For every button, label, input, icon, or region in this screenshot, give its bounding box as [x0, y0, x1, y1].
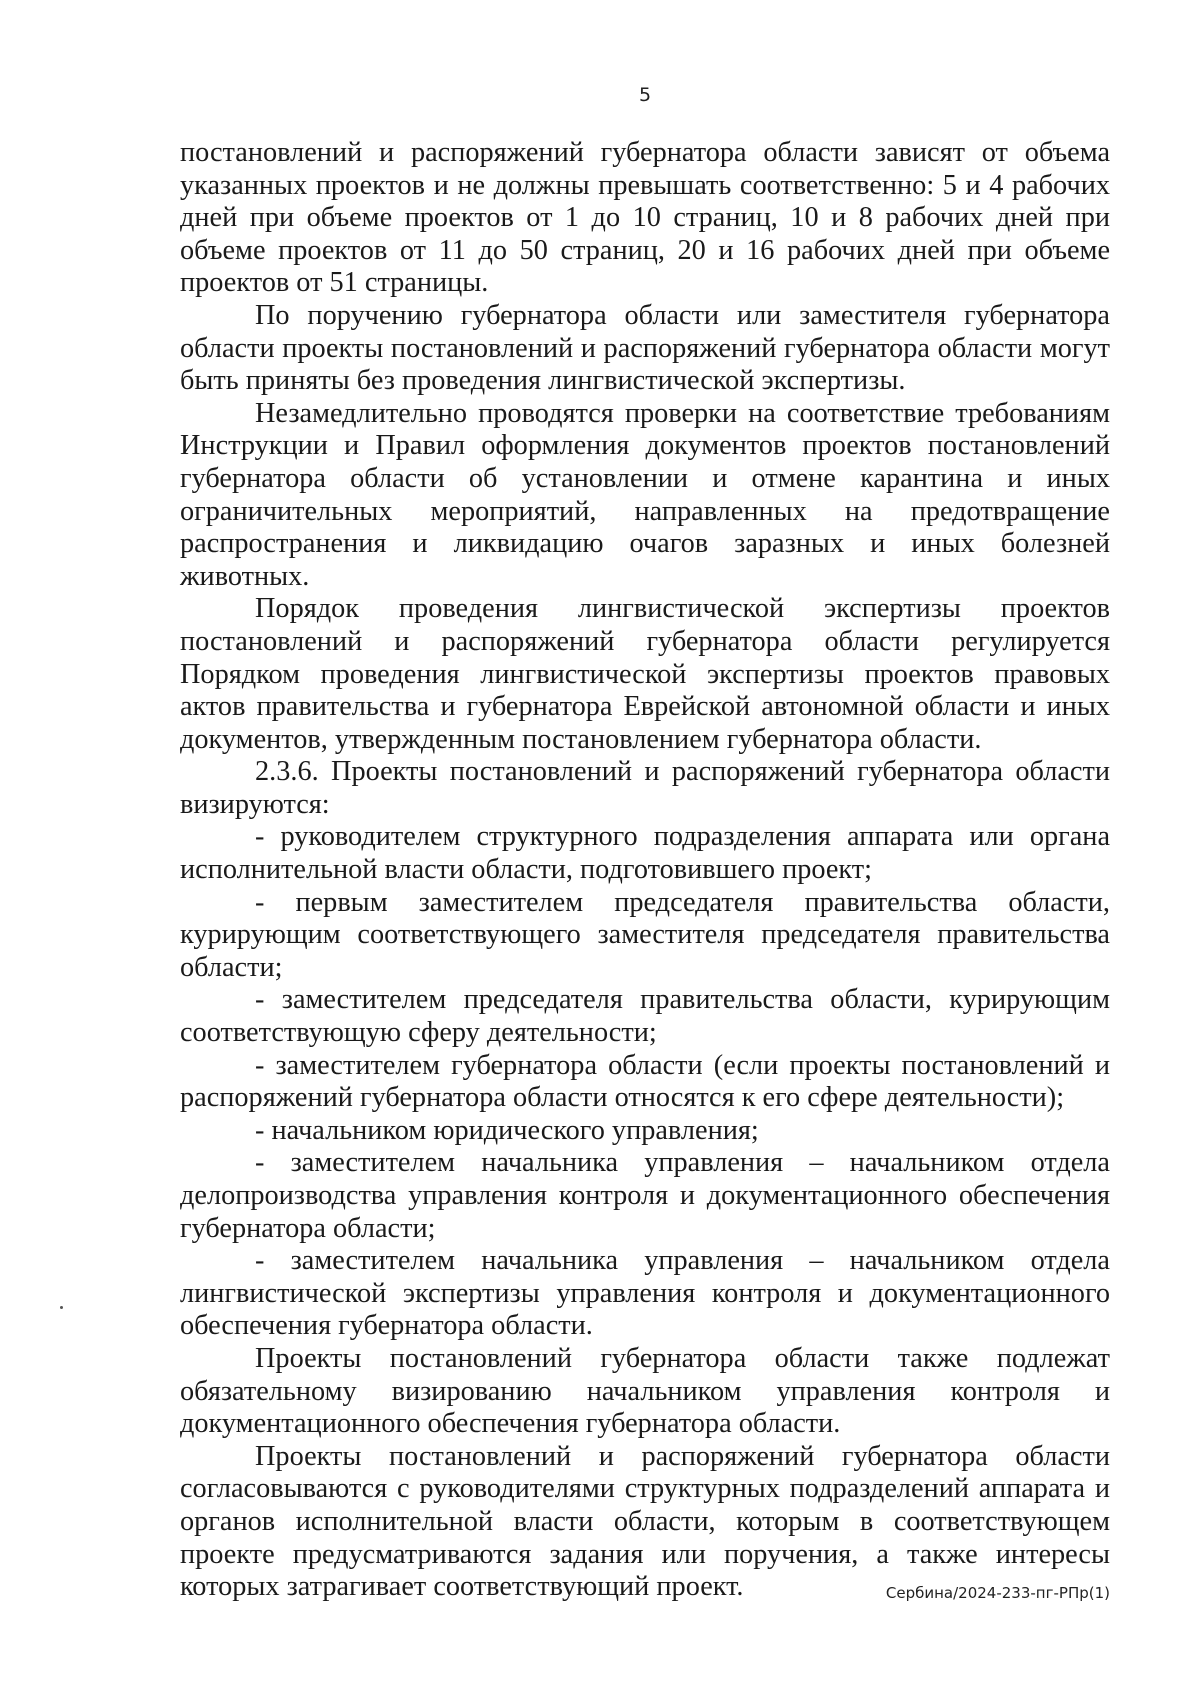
scan-speck — [60, 1306, 63, 1309]
list-item: - заместителем губернатора области (если проекты постановлений и распоряжений губернатора области относятся к его сфере деятельности); — [180, 1049, 1110, 1114]
list-item: - начальником юридического управления; — [255, 1114, 759, 1146]
paragraph-continuation: постановлений и распоряжений губернатора области зависят от объема указанных проектов и не должны превышать соответственно: 5 и 4 рабочих дней при объеме проектов от 1 до 10 страниц, 10 и 8 рабочих дней при объеме проектов от 11 до 50 страниц, 20 и 16 рабочих дней при объеме проектов от 51 страницы. — [180, 137, 1110, 299]
paragraph: Незамедлительно проводятся проверки на соответствие требованиям Инструкции и Правил оформления документов проектов постановлений губернатора области об установлении и отмене карантина и иных ограничительных мероприятий, направленных на предотвращение распространения и ликвидацию очагов заразных и иных болезней животных. — [180, 397, 1110, 592]
paragraph: Проекты постановлений губернатора области также подлежат обязательному визированию начальником управления контроля и документационного обеспечения губернатора области. — [180, 1342, 1110, 1440]
paragraph: По поручению губернатора области или заместителя губернатора области проекты постановлений и распоряжений губернатора области могут быть приняты без проведения лингвистической экспертизы. — [180, 299, 1110, 397]
page-number: 5 — [638, 84, 652, 106]
document-body — [180, 137, 1110, 1604]
list-item: - руководителем структурного подразделения аппарата или органа исполнительной власти области, подготовившего проект; — [180, 821, 1110, 886]
paragraph: Проекты постановлений и распоряжений губернатора области согласовываются с руководителями структурных подразделений аппарата и органов исполнительной власти области, которым в соответствующем проекте предусматриваются задания или поручения, а также интересы которых затрагивает соответствующий проект. — [180, 1440, 1110, 1603]
paragraph: Порядок проведения лингвистической экспертизы проектов постановлений и распоряжений губернатора области регулируется Порядком проведения лингвистической экспертизы проектов правовых актов правительства и губернатора Еврейской автономной области и иных документов, утвержденным постановлением губернатора области. — [180, 593, 1110, 755]
paragraph-section-2-3-6: 2.3.6. Проекты постановлений и распоряжений губернатора области визируются: — [180, 756, 1110, 820]
list-item: - заместителем начальника управления – начальником отдела делопроизводства управления контроля и документационного обеспечения губернатора области; — [180, 1147, 1110, 1244]
list-item: - первым заместителем председателя правительства области, курирующим соответствующего заместителя председателя правительства области; — [180, 886, 1110, 983]
list-item: - заместителем начальника управления – начальником отдела лингвистической экспертизы управления контроля и документационного обеспечения губернатора области. — [180, 1245, 1110, 1342]
document-code: Сербина/2024-233-пг-РПр(1) — [885, 1584, 1110, 1602]
list-item: - заместителем председателя правительства области, курирующим соответствующую сферу деятельности; — [180, 984, 1110, 1049]
